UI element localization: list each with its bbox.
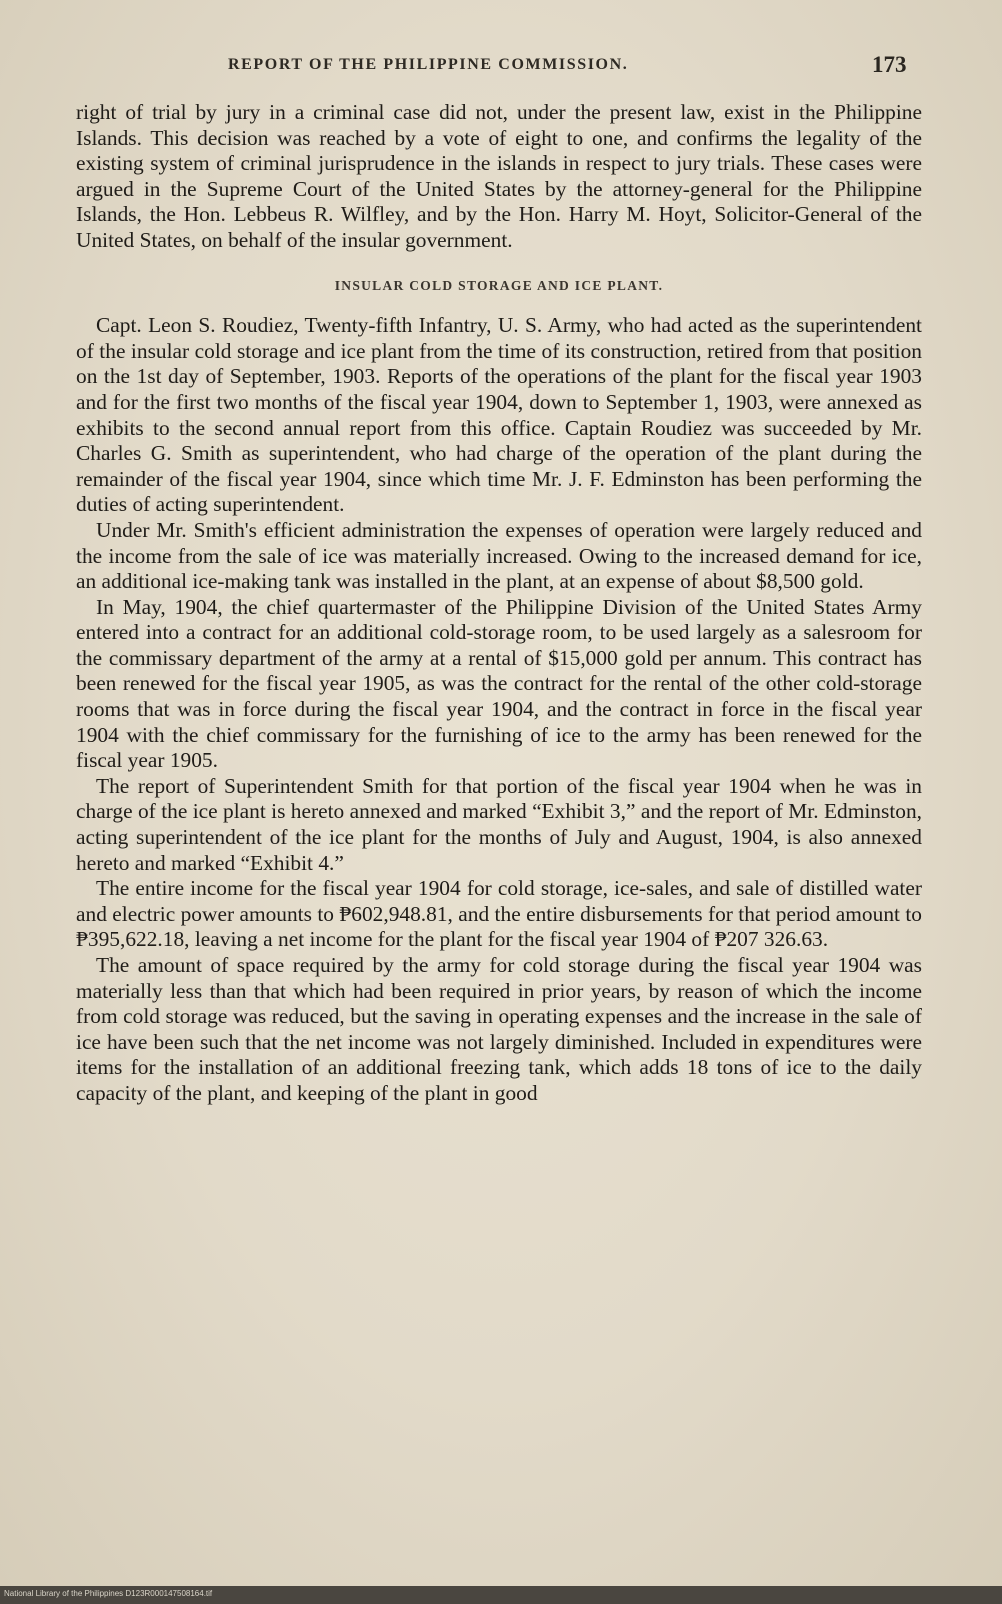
scan-credit: National Library of the Philippines D123R000147508164.tif	[4, 1589, 213, 1598]
paragraph-contract: In May, 1904, the chief quartermaster of the Philippine Division of the United States Army entered into a contract for an additional cold-storage room, to be used largely as a salesroom for the commissary department of the army at a rental of $15,000 gold per annum. This contract has been renewed for the fiscal year 1905, as was the contract for the rental of the other cold-storage rooms that was in force during the fiscal year 1904, and the contract in force in the fiscal year 1904 with the chief commissary for the furnishing of ice to the army has been renewed for the fiscal year 1905.	[76, 594, 922, 773]
running-title: REPORT OF THE PHILIPPINE COMMISSION.	[228, 56, 629, 73]
page-number: 173	[872, 52, 907, 77]
paragraph-space: The amount of space required by the army for cold storage during the fiscal year 1904 was materially less than that which had been required in prior years, by reason of which the income from cold storage was reduced, but the saving in operating expenses and the increase in the sale of ice have been such that the net income was not largely diminished. Included in expenditures were items for the installation of an additional freezing tank, which adds 18 tons of ice to the daily capacity of the plant, and keeping of the plant in good	[76, 953, 922, 1105]
paragraph-income: The entire income for the fiscal year 1904 for cold storage, ice-sales, and sale of distilled water and electric power amounts to ₱602,948.81, and the entire disbursements for that period amount to ₱395,622.18, leaving a net income for the plant for the fiscal year 1904 of ₱207 326.63.	[76, 876, 922, 952]
paragraph-roudiez: Capt. Leon S. Roudiez, Twenty-fifth Infantry, U. S. Army, who had acted as the superintendent of the insular cold storage and ice plant from the time of its construction, retired from that position on the 1st day of September, 1903. Reports of the operations of the plant for the fiscal year 1903 and for the first two months of the fiscal year 1904, down to September 1, 1903, were annexed as exhibits to the second annual report from this office. Captain Roudiez was succeeded by Mr. Charles G. Smith as superintendent, who had charge of the operation of the plant during the remainder of the fiscal year 1904, since which time Mr. J. F. Edminston has been performing the duties of acting superintendent.	[76, 313, 922, 517]
paragraph-continuation: right of trial by jury in a criminal case did not, under the present law, exist in the Philippine Islands. This decision was reached by a vote of eight to one, and confirms the legality of the existing system of criminal jurisprudence in the islands in respect to jury trials. These cases were argued in the Supreme Court of the United States by the attorney-general for the Philippine Islands, the Hon. Lebbeus R. Wilfley, and by the Hon. Harry M. Hoyt, Solicitor-General of the United States, on behalf of the insular government.	[76, 100, 922, 252]
paragraph-exhibits: The report of Superintendent Smith for that portion of the fiscal year 1904 when he was in charge of the ice plant is hereto annexed and marked “Exhibit 3,” and the report of Mr. Edminston, acting superintendent of the ice plant for the months of July and August, 1904, is also annexed hereto and marked “Exhibit 4.”	[76, 773, 922, 875]
body-text	[76, 100, 922, 1107]
scan-footer	[0, 1586, 1002, 1604]
running-head	[0, 52, 1002, 86]
section-heading: INSULAR COLD STORAGE AND ICE PLANT.	[334, 277, 664, 293]
paragraph-smith-administration: Under Mr. Smith's efficient administration the expenses of operation were largely reduced and the income from the sale of ice was materially increased. Owing to the increased demand for ice, an additional ice-making tank was installed in the plant, at an expense of about $8,500 gold.	[76, 517, 922, 594]
